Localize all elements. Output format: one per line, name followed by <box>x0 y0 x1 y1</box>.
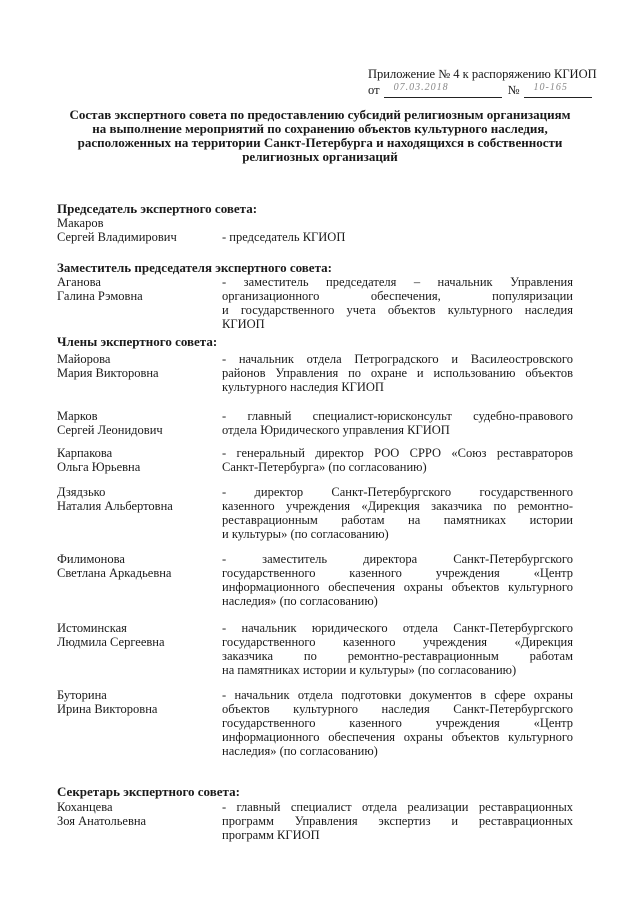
role-line: реставрационным работам на памятниках истории <box>222 513 573 527</box>
role-line: государственного казенного учреждения «Центр <box>222 716 573 730</box>
role-line: информационного обеспечения охраны объектов культурного <box>222 730 573 744</box>
title-line: Состав экспертного совета по предоставлению субсидий религиозным организациям <box>69 107 571 122</box>
entry-deputy <box>57 275 573 331</box>
role-line: наследия» (по согласованию) <box>222 744 378 758</box>
surname: Дзядзько <box>57 485 106 499</box>
entry-member <box>57 552 573 608</box>
person-name <box>57 485 222 541</box>
role-line: заказчика по ремонтно-реставрационным работам <box>222 649 573 663</box>
number-label: № <box>507 83 520 97</box>
role-description <box>222 800 573 842</box>
person-name <box>57 352 222 394</box>
given-name: Светлана Аркадьевна <box>57 566 172 580</box>
document-title <box>60 108 580 164</box>
surname: Филимонова <box>57 552 125 566</box>
appendix-header <box>368 66 618 98</box>
given-name: Сергей Владимирович <box>57 230 177 244</box>
role-line: - главный специалист-юрисконсульт судебно-правового <box>222 409 573 423</box>
entry-member <box>57 688 573 758</box>
surname: Аганова <box>57 275 101 289</box>
role-line: государственного казенного учреждения «Дирекция <box>222 635 573 649</box>
handwritten-number: 10-165 <box>533 82 568 93</box>
given-name: Наталия Альбертовна <box>57 499 173 513</box>
surname: Майорова <box>57 352 111 366</box>
given-name: Ольга Юрьевна <box>57 460 141 474</box>
role-line: государственного казенного учреждения «Центр <box>222 566 573 580</box>
role-line: - заместитель директора Санкт-Петербургского <box>222 552 573 566</box>
person-name <box>57 688 222 758</box>
person-name <box>57 621 222 677</box>
role-description <box>222 621 573 677</box>
role-line: на памятниках истории и культуры» (по согласованию) <box>222 663 517 677</box>
section-heading-chairman: Председатель экспертного совета: <box>57 201 258 216</box>
person-name <box>57 800 222 842</box>
title-line: на выполнение мероприятий по сохранению объектов культурного наследия, <box>92 121 548 136</box>
number-blank <box>524 83 592 98</box>
role-line: и культуры» (по согласованию) <box>222 527 389 541</box>
role-line: - главный специалист отдела реализации реставрационных <box>222 800 573 814</box>
person-name <box>57 216 222 244</box>
role-line: - начальник юридического отдела Санкт-Петербургского <box>222 621 573 635</box>
role-description <box>222 216 573 244</box>
role-description <box>222 446 573 474</box>
title-line: расположенных на территории Санкт-Петербурга и находящихся в собственности <box>77 135 563 150</box>
role-line: культурного наследия КГИОП <box>222 380 384 394</box>
role-description <box>222 485 573 541</box>
role-line: - начальник отдела Петроградского и Василеостровского <box>222 352 573 366</box>
role-line: - начальник отдела подготовки документов в сфере охраны <box>222 688 573 702</box>
entry-member <box>57 621 573 677</box>
section-heading-secretary: Секретарь экспертного совета: <box>57 784 240 799</box>
entry-member <box>57 446 573 474</box>
role-description <box>222 552 573 608</box>
role-line: казенного учреждения «Дирекция заказчика по ремонтно- <box>222 499 573 513</box>
title-line: религиозных организаций <box>242 149 398 164</box>
role-line: объектов культурного наследия Санкт-Петербургского <box>222 702 573 716</box>
surname: Макаров <box>57 216 104 230</box>
role-line: - генеральный директор РОО СРРО «Союз реставраторов <box>222 446 573 460</box>
person-name <box>57 275 222 331</box>
role-description <box>222 275 573 331</box>
surname: Коханцева <box>57 800 113 814</box>
role-description <box>222 409 573 437</box>
appendix-line: Приложение № 4 к распоряжению КГИОП <box>368 67 597 81</box>
role-line: районов Управления по охране и использованию объектов <box>222 366 573 380</box>
role-description <box>222 352 573 394</box>
entry-member <box>57 485 573 541</box>
entry-secretary <box>57 800 573 842</box>
role-line: отдела Юридического управления КГИОП <box>222 423 450 437</box>
role-description <box>222 688 573 758</box>
surname: Буторина <box>57 688 107 702</box>
role-line: и государственного учета объектов культурного наследия <box>222 303 573 317</box>
section-heading-deputy: Заместитель председателя экспертного совета: <box>57 260 332 275</box>
role-line: программ КГИОП <box>222 828 320 842</box>
entry-chairman <box>57 216 573 244</box>
role-line: информационного обеспечения охраны объектов культурного <box>222 580 573 594</box>
surname: Марков <box>57 409 98 423</box>
section-heading-members: Члены экспертного совета: <box>57 334 218 349</box>
role-line: - председатель КГИОП <box>222 230 346 244</box>
role-line: Санкт-Петербурга» (по согласованию) <box>222 460 427 474</box>
given-name: Мария Викторовна <box>57 366 159 380</box>
role-line: - заместитель председателя – начальник Управления <box>222 275 573 289</box>
role-line: программ Управления экспертиз и реставрационных <box>222 814 573 828</box>
role-line: - директор Санкт-Петербургского государственного <box>222 485 573 499</box>
role-line: наследия» (по согласованию) <box>222 594 378 608</box>
given-name: Зоя Анатольевна <box>57 814 147 828</box>
person-name <box>57 409 222 437</box>
surname: Карпакова <box>57 446 113 460</box>
appendix-reference <box>368 82 618 98</box>
given-name: Сергей Леонидович <box>57 423 163 437</box>
date-blank <box>384 83 502 98</box>
entry-member <box>57 409 573 437</box>
entry-member <box>57 352 573 394</box>
surname: Истоминская <box>57 621 127 635</box>
given-name: Ирина Викторовна <box>57 702 158 716</box>
role-line: организационного обеспечения, популяризации <box>222 289 573 303</box>
role-line: КГИОП <box>222 317 265 331</box>
person-name <box>57 446 222 474</box>
handwritten-date: 07.03.2018 <box>393 82 449 93</box>
given-name: Людмила Сергеевна <box>57 635 165 649</box>
from-label: от <box>368 83 380 97</box>
given-name: Галина Рэмовна <box>57 289 143 303</box>
person-name <box>57 552 222 608</box>
